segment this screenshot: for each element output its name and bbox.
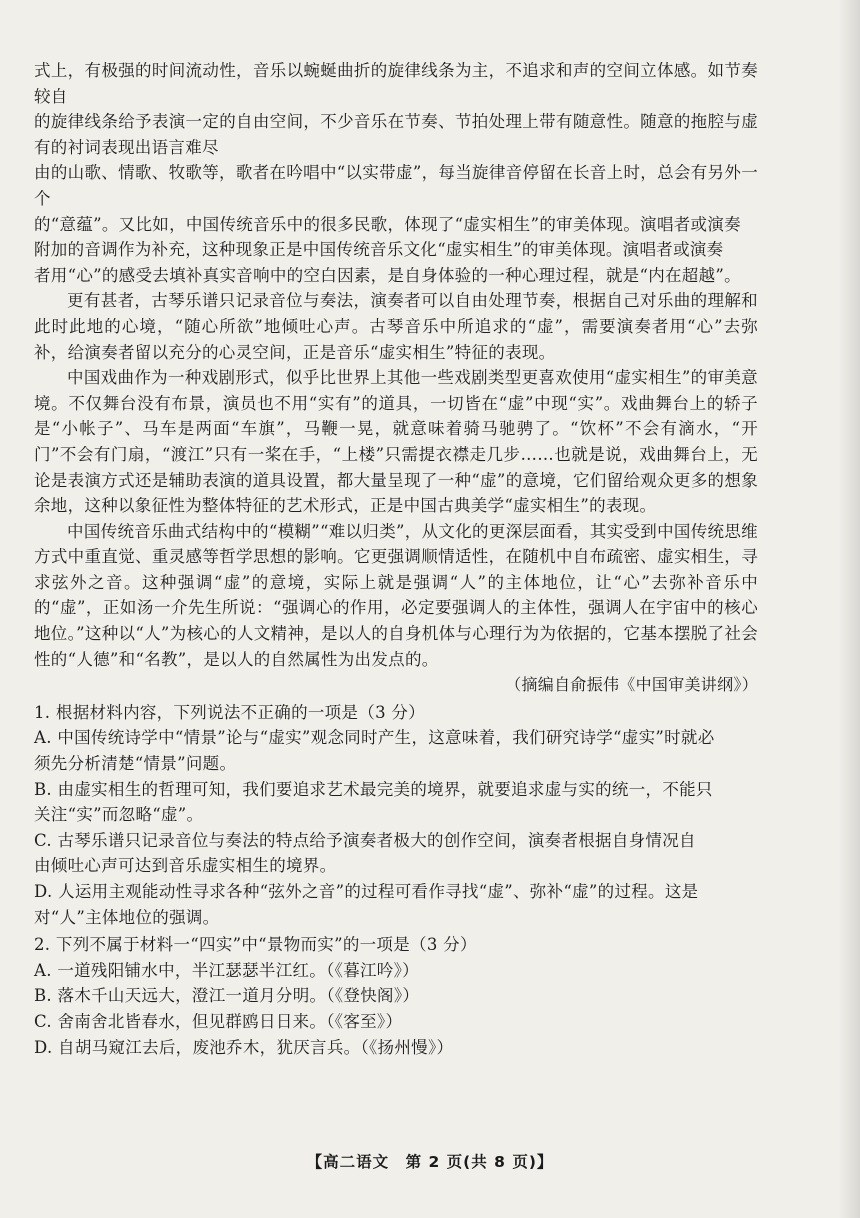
- page-footer: 【高二语文 第 2 页(共 8 页)】: [306, 1153, 554, 1171]
- question-stem: 2. 下列不属于材料一“四实”中“景物而实”的一项是（3 分）: [34, 935, 477, 955]
- exam-content: [34, 58, 758, 1060]
- passage-line: 的“意蕴”。又比如，中国传统音乐中的很多民歌，体现了“虚实相生”的审美体现。演唱者或演奏: [34, 214, 741, 234]
- option-c-continued: 由倾吐心声可达到音乐虚实相生的境界。: [34, 856, 337, 876]
- option-b-continued: 关注“实”而忽略“虚”。: [34, 805, 204, 825]
- passage-line: 附加的音调作为补充，这种现象正是中国传统音乐文化“虚实相生”的审美体现。演唱者或演奏: [34, 240, 724, 260]
- question-stem: 1. 根据材料内容，下列说法不正确的一项是（3 分）: [34, 702, 426, 722]
- option-a[interactable]: A. 一道残阳铺水中，半江瑟瑟半江红。（《暮江吟》）: [34, 960, 419, 980]
- question-2: [34, 932, 758, 1060]
- passage-line: 的旋律线条给予表演一定的自由空间，不少音乐在节奏、节拍处理上带有随意性。随意的拖腔与虚有的衬词表现出语言难尽: [34, 112, 758, 157]
- passage-paragraph: 中国传统音乐曲式结构中的“模糊”“难以归类”，从文化的更深层面看，其实受到中国传统思维方式中重直觉、重灵感等哲学思想的影响。它更强调顺情适性，在随机中自布疏密、虚实相生，寻求弦外之音。这种强调“虚”的意境，实际上就是强调“人”的主体地位，让“心”去弥补音乐中的“虚”，正如汤一介先生所说：“强调心的作用，必定要强调人的主体性，强调人在宇宙中的核心地位。”这种以“人”为核心的人文精神，是以人的自身机体与心理行为为依据的，它基本摆脱了社会性的“人德”和“名教”，是以人的自然属性为出发点的。: [34, 521, 758, 669]
- question-1: [34, 700, 758, 930]
- passage-line: 式上，有极强的时间流动性，音乐以蜿蜒曲折的旋律线条为主，不追求和声的空间立体感。如节奏较自: [34, 61, 758, 106]
- option-d[interactable]: D. 人运用主观能动性寻求各种“弦外之音”的过程可看作寻找“虚”、弥补“虚”的过程。这是: [34, 882, 699, 901]
- option-b[interactable]: B. 由虚实相生的哲理可知，我们要追求艺术最完美的境界，就要追求虚与实的统一，不能只: [34, 779, 713, 799]
- option-d[interactable]: D. 自胡马窥江去后，废池乔木，犹厌言兵。（《扬州慢》）: [34, 1037, 454, 1057]
- option-c[interactable]: C. 舍南舍北皆春水，但见群鸥日日来。（《客至》）: [34, 1011, 403, 1031]
- option-b[interactable]: B. 落木千山天远大，澄江一道月分明。（《登快阁》）: [34, 986, 420, 1006]
- option-d-continued: 对“人”主体地位的强调。: [34, 907, 220, 927]
- page-edge-shadow: [838, 0, 860, 1218]
- passage-line: 由的山歌、情歌、牧歌等，歌者在吟唱中“以实带虚”，每当旋律音停留在长音上时，总会有另外一个: [34, 163, 758, 208]
- passage-line: 者用“心”的感受去填补真实音响中的空白因素，是自身体验的一种心理过程，就是“内在超越”。: [34, 265, 741, 285]
- option-a[interactable]: A. 中国传统诗学中“情景”论与“虚实”观念同时产生，这意味着，我们研究诗学“虚实”时就必: [34, 728, 715, 748]
- source-citation: （摘编自俞振伟《中国审美讲纲》）: [505, 675, 758, 695]
- passage-paragraph: 更有甚者，古琴乐谱只记录音位与奏法，演奏者可以自由处理节奏，根据自己对乐曲的理解和此时此地的心境，“随心所欲”地倾吐心声。古琴音乐中所追求的“虚”，需要演奏者用“心”去弥补，给演奏者留以充分的心灵空间，正是音乐“虚实相生”特征的表现。: [34, 291, 758, 362]
- option-c[interactable]: C. 古琴乐谱只记录音位与奏法的特点给予演奏者极大的创作空间，演奏者根据自身情况自: [34, 830, 696, 850]
- passage: [34, 58, 758, 698]
- option-a-continued: 须先分析清楚“情景”问题。: [34, 754, 237, 774]
- passage-paragraph: 中国戏曲作为一种戏剧形式，似乎比世界上其他一些戏剧类型更喜欢使用“虚实相生”的审美意境。不仅舞台没有布景，演员也不用“实有”的道具，一切皆在“虚”中现“实”。戏曲舞台上的轿子是“小帐子”、马车是两面“车旗”，马鞭一晃，就意味着骑马驰骋了。“饮杯”不会有滴水，“开门”不会有门扇，“渡江”只有一桨在手，“上楼”只需提衣襟走几步……也就是说，戏曲舞台上，无论是表演方式还是辅助表演的道具设置，都大量呈现了一种“虚”的意境，它们留给观众更多的想象余地，这种以象征性为整体特征的艺术形式，正是中国古典美学“虚实相生”的表现。: [34, 368, 758, 516]
